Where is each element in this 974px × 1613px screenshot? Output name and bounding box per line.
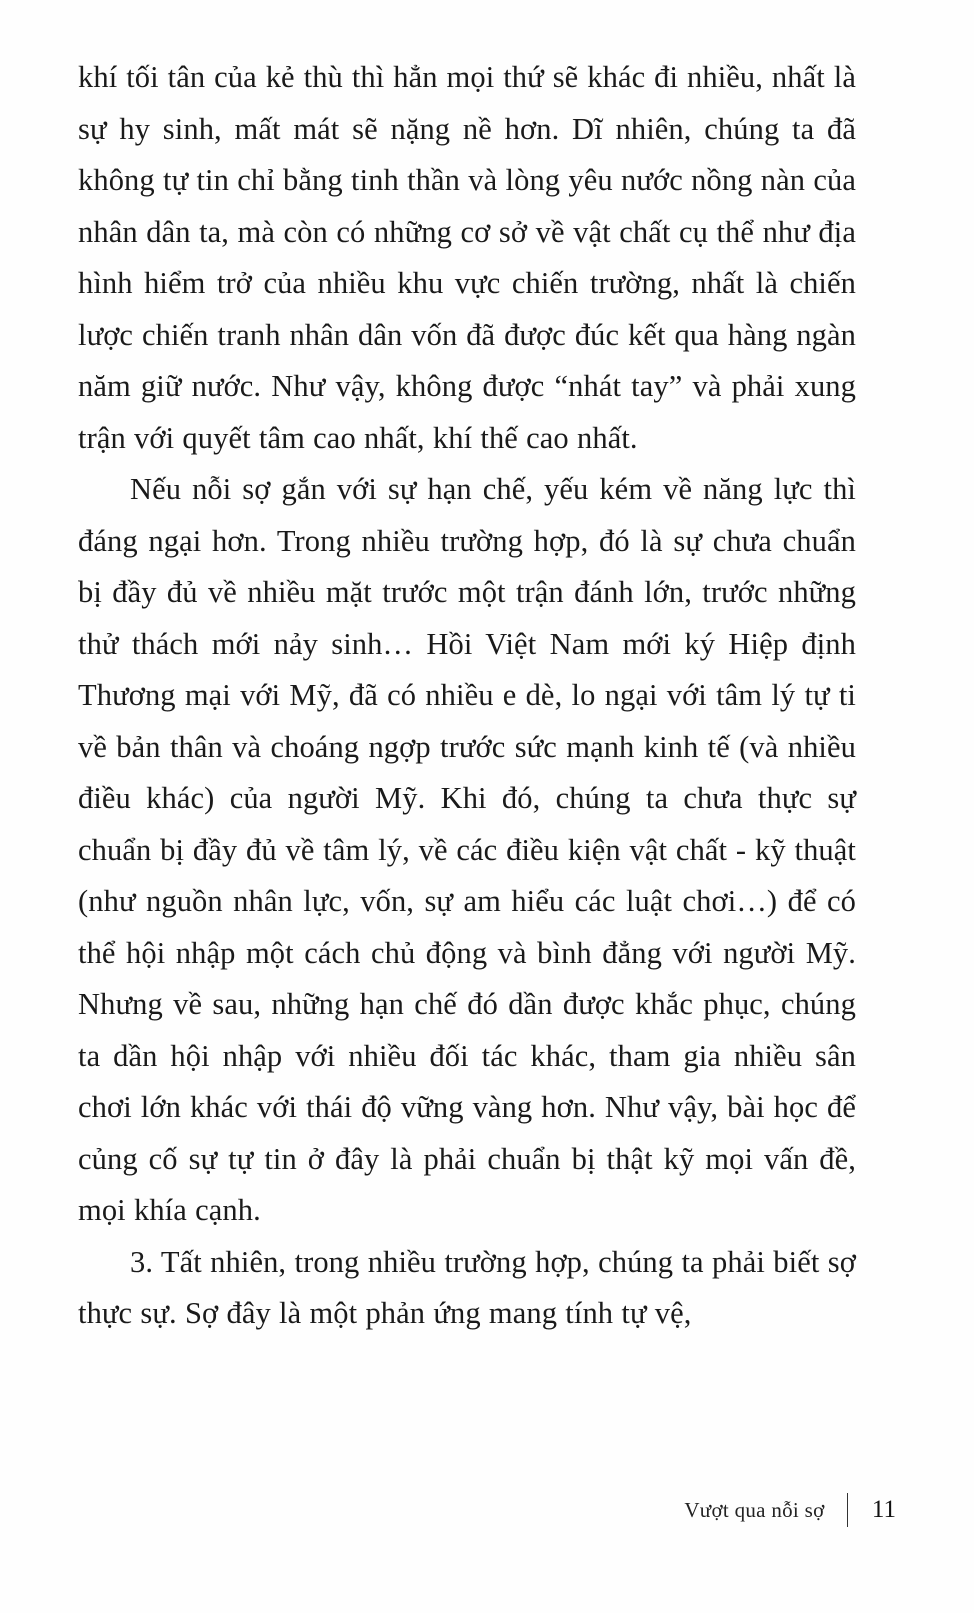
page-number: 11 [871,1496,896,1523]
paragraph-2: Nếu nỗi sợ gắn với sự hạn chế, yếu kém về năng lực thì đáng ngại hơn. Trong nhiều trường hợp, đó là sự chưa chuẩn bị đầy đủ về nhiều mặt trước một trận đánh lớn, trước những thử thách mới nảy sinh… Hồi Việt Nam mới ký Hiệp định Thương mại với Mỹ, đã có nhiều e dè, lo ngại với tâm lý tự ti về bản thân và choáng ngợp trước sức mạnh kinh tế (và nhiều điều khác) của người Mỹ. Khi đó, chúng ta chưa thực sự chuẩn bị đầy đủ về tâm lý, về các điều kiện vật chất - kỹ thuật (như nguồn nhân lực, vốn, sự am hiểu các luật chơi…) để có thể hội nhập một cách chủ động và bình đẳng với người Mỹ. Nhưng về sau, những hạn chế đó dần được khắc phục, chúng ta dần hội nhập với nhiều đối tác khác, tham gia nhiều sân chơi lớn khác với thái độ vững vàng hơn. Như vậy, bài học để củng cố sự tự tin ở đây là phải chuẩn bị thật kỹ mọi vấn đề, mọi khía cạnh. [78,472,856,1227]
paragraph-3: 3. Tất nhiên, trong nhiều trường hợp, chúng ta phải biết sợ thực sự. Sợ đây là một phản ứng mang tính tự vệ, [78,1244,856,1330]
footer-divider [847,1493,849,1527]
page-footer [78,1493,896,1527]
running-title: Vượt qua nỗi sợ [684,1497,825,1522]
paragraph-1: khí tối tân của kẻ thù thì hẳn mọi thứ sẽ khác đi nhiều, nhất là sự hy sinh, mất mát sẽ nặng nề hơn. Dĩ nhiên, chúng ta đã không tự tin chỉ bằng tinh thần và lòng yêu nước nồng nàn của nhân dân ta, mà còn có những cơ sở về vật chất cụ thể như địa hình hiểm trở của nhiều khu vực chiến trường, nhất là chiến lược chiến tranh nhân dân vốn đã được đúc kết qua hàng ngàn năm giữ nước. Như vậy, không được “nhát tay” và phải xung trận với quyết tâm cao nhất, khí thế cao nhất. [78,60,856,455]
page-body [78,52,856,1340]
